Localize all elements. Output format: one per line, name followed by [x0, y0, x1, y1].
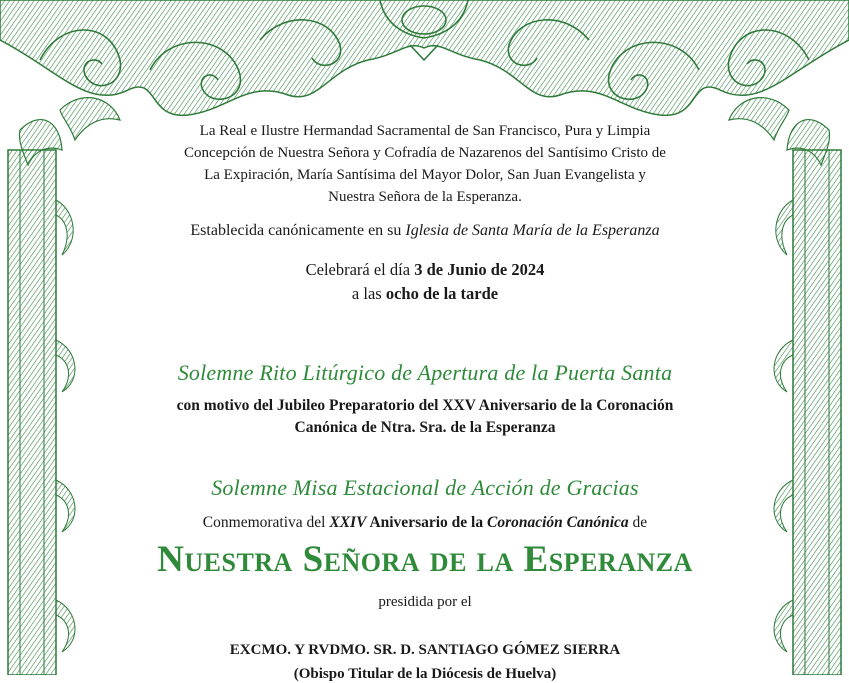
celebration-date: Celebrará el día 3 de Junio de 2024 a las ocho de la tarde	[305, 260, 545, 303]
event-time: ocho de la tarde	[385, 284, 499, 303]
mass-title: Solemne Misa Estacional de Acción de Gracias	[211, 475, 639, 500]
bishop-title: (Obispo Titular de la Diócesis de Huelva)	[293, 666, 557, 682]
left-column	[8, 150, 75, 675]
brotherhood-name: La Real e Ilustre Hermandad Sacramental de San Francisco, Pura y Limpia Concepción de Nuestra Señora y Cofradía de Nazarenos del Santísimo Cristo de La Expiración, María Santísima del Mayor Dolor, San Juan Evangelista y Nuestra Señora de la Esperanza.	[184, 123, 666, 205]
bishop-name: EXCMO. Y RVDMO. SR. D. SANTIAGO GÓMEZ SIERRA	[229, 642, 621, 658]
top-ornament	[0, 0, 849, 115]
right-column	[774, 150, 841, 675]
establishment-line: Establecida canónicamente en su Iglesia de Santa María de la Esperanza	[190, 222, 660, 239]
rite-motive: con motivo del Jubileo Preparatorio del XXV Aniversario de la Coronación Canónica de Ntra. Sra. de la Esperanza	[176, 397, 674, 436]
rite-title: Solemne Rito Litúrgico de Apertura de la Puerta Santa	[177, 360, 673, 385]
event-date: 3 de Junio de 2024	[414, 260, 545, 279]
announcement-content	[95, 120, 755, 682]
presided-by: presidida por el	[378, 594, 472, 610]
commemoration-line: Conmemorativa del XXIV Aniversario de la Coronación Canónica de	[202, 514, 648, 531]
church-name: Iglesia de Santa María de la Esperanza	[405, 222, 660, 239]
virgin-name: Nuestra Señora de la Esperanza	[157, 539, 693, 580]
